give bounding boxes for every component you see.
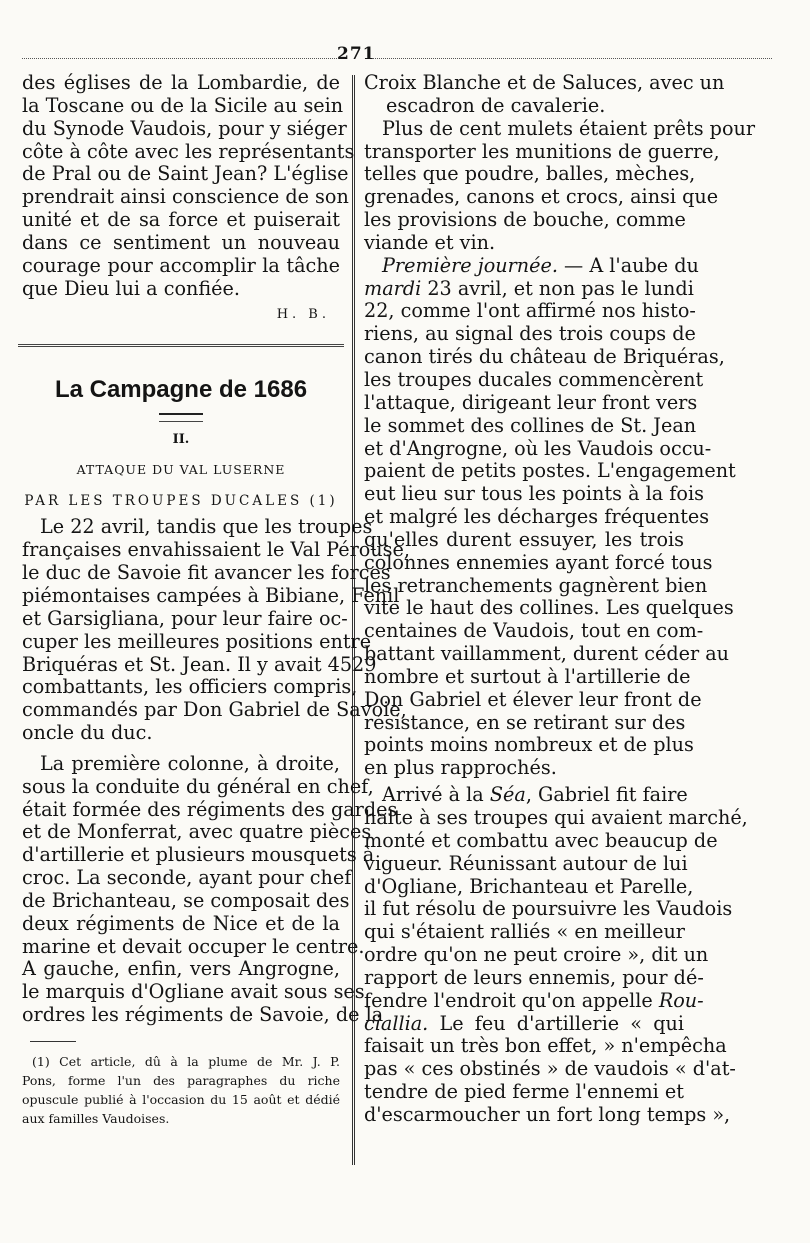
text-line — [364, 783, 688, 807]
text-line: côte à côte avec les représentants — [22, 139, 355, 163]
text-line: canon tirés du château de Briquéras, — [364, 345, 725, 369]
text-line — [364, 1013, 684, 1036]
text-line: les provisions de bouche, comme — [364, 208, 686, 232]
text-line: deux régiments de Nice et de la — [22, 911, 340, 935]
text-line: et de Monferrat, avec quatre pièces — [22, 820, 372, 844]
section-subheading-2: PAR LES TROUPES DUCALES (1) — [24, 493, 338, 510]
text-line: et d'Angrogne, où les Vaudois occu- — [364, 436, 712, 460]
text-line: d'Ogliane, Brichanteau et Parelle, — [364, 874, 694, 898]
text-line: combattants, les officiers compris, — [22, 675, 358, 699]
section-divider — [18, 344, 344, 347]
text-line: Briquéras et St. Jean. Il y avait 4529 — [22, 652, 377, 676]
text-line — [364, 988, 704, 1013]
italic-word: mardi — [364, 276, 422, 300]
footnote-line: Pons, forme l'un des paragraphes du riche — [22, 1073, 340, 1088]
continuation-paragraph — [22, 71, 355, 300]
text-line: oncle du duc. — [22, 721, 153, 745]
text-line: Plus de cent mulets étaient prêts pour — [382, 116, 756, 140]
text-line: monté et combattu avec beaucup de — [364, 828, 718, 852]
text-span: Arrivé à la — [382, 783, 490, 807]
text-line: prendrait ainsi conscience de son — [22, 185, 349, 209]
text-line: grenades, canons et crocs, ainsi que — [364, 185, 719, 209]
footnote-rule — [30, 1041, 76, 1042]
footnote-line: aux familles Vaudoises. — [22, 1111, 170, 1126]
text-line: du Synode Vaudois, pour y siéger — [22, 116, 347, 140]
paragraph — [22, 515, 410, 745]
text-line: qui s'étaient ralliés « en meilleur — [364, 920, 685, 944]
text-line: vigueur. Réunissant autour de lui — [364, 851, 688, 875]
text-line: paient de petits postes. L'engagement — [364, 459, 736, 483]
text-line: colonnes ennemies ayant forcé tous — [364, 550, 713, 574]
text-line — [364, 276, 694, 301]
text-line: les retranchements gagnèrent bien — [364, 573, 708, 597]
text-line — [364, 253, 699, 278]
paragraph — [22, 751, 398, 1027]
text-line: ordre qu'on ne peut croire », dit un — [364, 943, 709, 967]
author-signature: H. B. — [276, 307, 330, 323]
text-line: points moins nombreux et de plus — [364, 733, 694, 757]
text-line: transporter les munitions de guerre, — [364, 139, 720, 163]
text-line: tendre de pied ferme l'ennemi et — [364, 1080, 684, 1104]
header-rule-right — [372, 58, 772, 59]
text-line: centaines de Vaudois, tout en com- — [364, 619, 704, 643]
text-line: dans ce sentiment un nouveau — [22, 230, 340, 254]
text-line: piémontaises campées à Bibiane, Fenil — [22, 583, 400, 607]
footnote-line: (1) Cet article, dû à la plume de Mr. J. P. — [32, 1054, 340, 1069]
right-column — [364, 71, 756, 1127]
text-line: le marquis d'Ogliane avait sous ses — [22, 980, 365, 1004]
text-line: battant vaillamment, durent céder au — [364, 642, 730, 666]
text-line: nombre et surtout à l'artillerie de — [364, 664, 691, 688]
header-rule-left — [22, 58, 337, 59]
text-line: telles que poudre, balles, mèches, — [364, 162, 696, 186]
text-line: croc. La seconde, ayant pour chef — [22, 866, 352, 890]
text-line: viande et vin. — [364, 230, 496, 254]
footnote-line: opuscule publié à l'occasion du 15 août et dédié — [22, 1092, 340, 1107]
text-line: les troupes ducales commencèrent — [364, 367, 704, 391]
text-line: la Toscane ou de la Sicile au sein — [22, 93, 344, 117]
text-line: cuper les meilleures positions entre — [22, 629, 372, 653]
section-subheading: ATTAQUE DU VAL LUSERNE — [76, 462, 286, 478]
text-line: d'artillerie et plusieurs mousquets à — [22, 843, 375, 867]
text-span: fendre l'endroit qu'on appelle — [364, 988, 659, 1012]
text-line: le duc de Savoie fit avancer les forces — [22, 561, 391, 585]
text-line: et malgré les décharges fréquentes — [364, 505, 710, 529]
text-line: halte à ses troupes qui avaient marché, — [364, 806, 748, 829]
text-line: que Dieu lui a confiée. — [22, 276, 240, 300]
italic-place-name: Rou- — [658, 988, 704, 1012]
text-span: — A l'aube du — [557, 253, 699, 277]
page-number: 271 — [337, 44, 376, 64]
text-line: Don Gabriel et élever leur front de — [364, 687, 702, 711]
text-line: résistance, en se retirant sur des — [364, 710, 686, 734]
italic-lead: Première journée. — [382, 253, 558, 277]
text-line: eut lieu sur tous les points à la fois — [364, 482, 704, 506]
text-line: de Brichanteau, se composait des — [22, 888, 350, 912]
text-line: marine et devait occuper le centre. — [22, 934, 365, 958]
text-line: La première colonne, à droite, — [40, 751, 340, 775]
paragraph — [364, 116, 756, 255]
text-line: 22, comme l'ont affirmé nos histo- — [364, 299, 696, 323]
text-span: , Gabriel fit faire — [525, 783, 688, 807]
article-title: La Campagne de 1686 — [54, 376, 308, 404]
text-line: il fut résolu de poursuivre les Vaudois — [364, 897, 733, 921]
text-line: vite le haut des collines. Les quelques — [364, 596, 734, 620]
text-line: françaises envahissaient le Val Pérouse, — [22, 538, 410, 562]
text-line: d'escarmoucher un fort long temps », — [364, 1102, 731, 1126]
part-number: II. — [172, 432, 190, 448]
text-line: ordres les régiments de Savoie, de la — [22, 1003, 384, 1027]
text-line: faisait un très bon effet, » n'empêcha — [364, 1034, 727, 1058]
text-line: était formée des régiments des gardes — [22, 797, 398, 821]
text-line: en plus rapprochés. — [364, 756, 557, 780]
text-line: Le 22 avril, tandis que les troupes — [40, 515, 373, 539]
footnote — [22, 1052, 340, 1128]
text-line: l'attaque, dirigeant leur front vers — [364, 390, 698, 414]
text-line: sous la conduite du général en chef, — [22, 774, 374, 798]
italic-place-name: ciallia. — [364, 1011, 429, 1035]
text-line: commandés par Don Gabriel de Savoie, — [22, 698, 407, 722]
text-line: le sommet des collines de St. Jean — [364, 413, 697, 437]
text-line: Croix Blanche et de Saluces, avec un — [364, 71, 725, 94]
paragraph — [364, 71, 725, 118]
text-line: de Pral ou de Saint Jean? L'église — [22, 162, 349, 186]
text-line: riens, au signal des trois coups de — [364, 322, 696, 346]
paragraph — [364, 253, 736, 780]
text-line: qu'elles durent essuyer, les trois — [364, 527, 684, 551]
text-line: et Garsigliana, pour leur faire oc- — [22, 606, 348, 630]
italic-place-name: Séa — [489, 783, 526, 807]
text-line: unité et de sa force et puiserait — [22, 208, 340, 232]
text-line: des églises de la Lombardie, de — [22, 71, 340, 94]
text-span: 23 avril, et non pas le lundi — [421, 276, 694, 300]
text-line: pas « ces obstinés » de vaudois « d'at- — [364, 1057, 736, 1081]
text-line: courage pour accomplir la tâche — [22, 253, 340, 277]
text-line: A gauche, enfin, vers Angrogne, — [22, 957, 340, 981]
paragraph — [364, 783, 748, 1127]
text-span: Le feu d'artillerie « qui — [428, 1011, 684, 1035]
title-ornament-rule — [159, 413, 203, 422]
text-line: escadron de cavalerie. — [386, 93, 606, 117]
text-line: rapport de leurs ennemis, pour dé- — [364, 965, 704, 989]
